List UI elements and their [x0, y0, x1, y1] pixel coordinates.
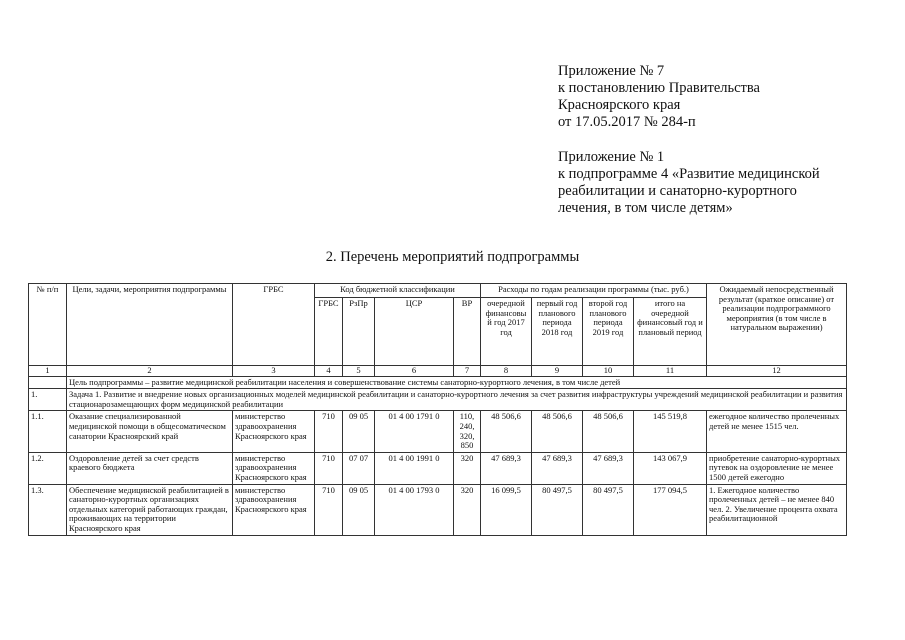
- row-2018: 48 506,6: [532, 411, 583, 452]
- col-number: 4: [315, 366, 343, 377]
- row-rzpr: 09 05: [343, 411, 375, 452]
- row-no: 1.2.: [29, 452, 67, 484]
- col-number: 1: [29, 366, 67, 377]
- header-year-2017: очередной финансовы й год 2017 год: [481, 298, 532, 366]
- row-total: 177 094,5: [634, 484, 707, 535]
- annex-line: лечения, в том числе детям»: [558, 200, 733, 216]
- row-grbs: министерство здравоохранения Красноярского края: [233, 411, 315, 452]
- annex-line: от 17.05.2017 № 284-п: [558, 114, 696, 130]
- annex-1-block: [558, 149, 820, 217]
- goal-row: [29, 376, 847, 389]
- row-grbs-code: 710: [315, 411, 343, 452]
- row-2017: 48 506,6: [481, 411, 532, 452]
- table-row: [29, 452, 847, 484]
- col-number: 7: [454, 366, 481, 377]
- row-2017: 47 689,3: [481, 452, 532, 484]
- col-number: 9: [532, 366, 583, 377]
- row-total: 143 067,9: [634, 452, 707, 484]
- row-csr: 01 4 00 1791 0: [375, 411, 454, 452]
- row-2018: 80 497,5: [532, 484, 583, 535]
- table-row: [29, 484, 847, 535]
- col-number: 12: [707, 366, 847, 377]
- row-2017: 16 099,5: [481, 484, 532, 535]
- annex-line: к подпрограмме 4 «Развитие медицинской: [558, 166, 820, 182]
- row-no: 1.1.: [29, 411, 67, 452]
- page-title: 2. Перечень мероприятий подпрограммы: [325, 249, 580, 265]
- header-csr: ЦСР: [375, 298, 454, 366]
- row-grbs: министерство здравоохранения Красноярского края: [233, 484, 315, 535]
- header-expected-result: Ожидаемый непосредственный результат (краткое описание) от реализации подпрограммного мероприятия (в том числе в натуральном выражении): [707, 284, 847, 366]
- col-number: 6: [375, 366, 454, 377]
- row-name: Оказание специализированной медицинской помощи в общесоматическом санатории Красноярский край: [67, 411, 233, 452]
- row-rzpr: 07 07: [343, 452, 375, 484]
- row-result: приобретение санаторно-курортных путевок на оздоровление не менее 1500 детей ежегодно: [707, 452, 847, 484]
- row-vr: 320: [454, 484, 481, 535]
- row-2018: 47 689,3: [532, 452, 583, 484]
- goal-text: Цель подпрограммы – развитие медицинской реабилитации населения и совершенствование системы санаторно-курортного лечения, в том числе детей: [67, 376, 847, 389]
- header-grbs: ГРБС: [233, 284, 315, 366]
- annex-line: реабилитации и санаторно-курортного: [558, 183, 797, 199]
- col-number: 10: [583, 366, 634, 377]
- col-number: 3: [233, 366, 315, 377]
- row-result: ежегодное количество пролеченных детей не менее 1515 чел.: [707, 411, 847, 452]
- header-total: итого на очередной финансовый год и плановый период: [634, 298, 707, 366]
- task-text: Задача 1. Развитие и внедрение новых организационных моделей медицинской реабилитации и санаторно-курортного лечения за счет развития инфраструктуры учреждений медицинской реабилитации и развития стационарозамещающих форм медицинской реабилитации: [67, 389, 847, 411]
- col-number: 8: [481, 366, 532, 377]
- row-grbs: министерство здравоохранения Красноярского края: [233, 452, 315, 484]
- header-goals: Цели, задачи, мероприятия подпрограммы: [67, 284, 233, 366]
- row-csr: 01 4 00 1991 0: [375, 452, 454, 484]
- table-row: [29, 411, 847, 452]
- row-csr: 01 4 00 1793 0: [375, 484, 454, 535]
- header-rzpr: РзПр: [343, 298, 375, 366]
- activities-table: [28, 283, 847, 536]
- row-grbs-code: 710: [315, 452, 343, 484]
- header-no: № п/п: [29, 284, 67, 366]
- row-rzpr: 09 05: [343, 484, 375, 535]
- col-number: 11: [634, 366, 707, 377]
- row-vr: 320: [454, 452, 481, 484]
- col-number: 2: [67, 366, 233, 377]
- annex-line: Приложение № 7: [558, 63, 665, 79]
- header-year-2018: первый год планового периода 2018 год: [532, 298, 583, 366]
- header-year-2019: второй год планового периода 2019 год: [583, 298, 634, 366]
- row-vr: 110, 240, 320, 850: [454, 411, 481, 452]
- col-number: 5: [343, 366, 375, 377]
- row-total: 145 519,8: [634, 411, 707, 452]
- annex-7-block: [558, 63, 760, 131]
- annex-line: Приложение № 1: [558, 149, 665, 165]
- header-vr: ВР: [454, 298, 481, 366]
- row-2019: 47 689,3: [583, 452, 634, 484]
- row-name: Обеспечение медицинской реабилитацией в санаторно-курортных организациях отдельных категорий работающих граждан, проживающих на территории Красноярского края: [67, 484, 233, 535]
- row-2019: 80 497,5: [583, 484, 634, 535]
- annex-line: к постановлению Правительства: [558, 80, 760, 96]
- task-no: 1.: [29, 389, 67, 411]
- header-expenses: Расходы по годам реализации программы (тыс. руб.): [481, 284, 707, 298]
- header-grbs-code: ГРБС: [315, 298, 343, 366]
- header-budget-code: Код бюджетной классификации: [315, 284, 481, 298]
- annex-line: Красноярского края: [558, 97, 681, 113]
- row-name: Оздоровление детей за счет средств краевого бюджета: [67, 452, 233, 484]
- row-2019: 48 506,6: [583, 411, 634, 452]
- row-grbs-code: 710: [315, 484, 343, 535]
- row-result: 1. Ежегодное количество пролеченных детей – не менее 840 чел. 2. Увеличение процента охвата реабилитационной: [707, 484, 847, 535]
- task-row: [29, 389, 847, 411]
- goal-no-cell: [29, 376, 67, 389]
- row-no: 1.3.: [29, 484, 67, 535]
- column-numbers-row: [29, 366, 847, 377]
